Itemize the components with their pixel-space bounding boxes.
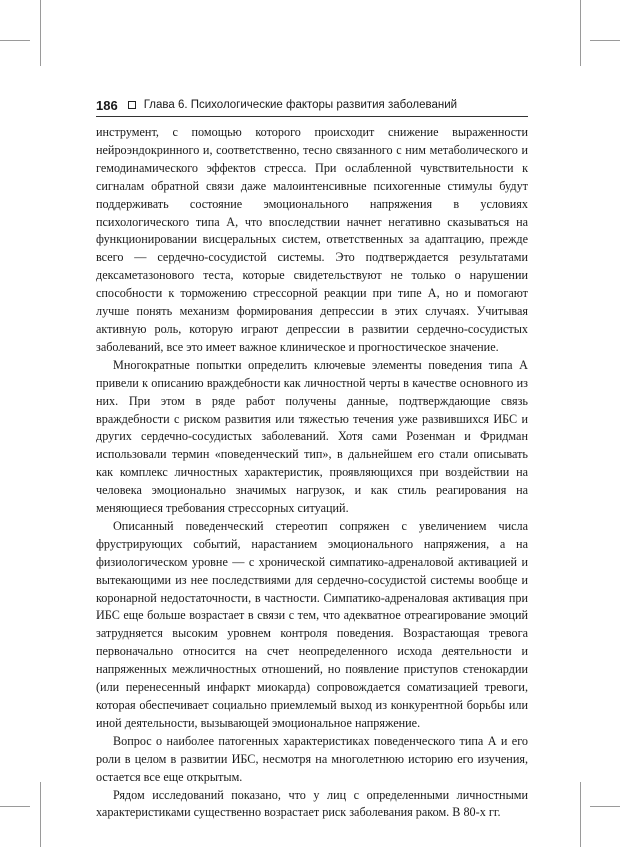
crop-mark	[580, 0, 581, 66]
body-text	[96, 124, 528, 822]
square-bullet-icon	[128, 101, 136, 109]
crop-mark	[40, 782, 41, 847]
paragraph: Описанный поведенческий стереотип сопряжен с увеличением числа фрустрирующих событий, нарастанием эмоционального напряжения, а на физиологическом уровне — с хронической симпатико-адреналовой активацией и вытекающими из нее последствиями для сердечно-сосудистой системы вообще и коронарной недостаточности, в частности. Симпатико-адреналовая активация при ИБС еще больше возрастает в связи с тем, что адекватное отреагирование эмоций затрудняется высоким уровнем контроля поведения. Возрастающая тревога первоначально относится на счет неопределенного исхода деятельности и напряженных межличностных отношений, но появление приступов стенокардии (или перенесенный инфаркт миокарда) сопровождается соматизацией тревоги, которая обеспечивает социально приемлемый выход из конкурентной борьбы или иной деятельности, вызывающей эмоциональное напряжение.	[96, 518, 528, 730]
crop-mark	[580, 782, 581, 847]
paragraph: Рядом исследований показано, что у лиц с определенными личностными характеристиками существенно возрастает риск заболевания раком. В 80-х гг.	[96, 787, 528, 820]
crop-mark	[0, 806, 30, 807]
crop-mark	[590, 40, 620, 41]
paragraph: Многократные попытки определить ключевые элементы поведения типа А привели к описанию враждебности как личностной черты в качестве основного из них. При этом в ряде работ получены данные, подтверждающие связь враждебности с риском развития или тяжестью течения уже развившихся ИБС и других сердечно-сосудистых заболеваний. Хотя сами Розенман и Фридман использовали термин «поведенческий тип», в дальнейшем его стали описывать как комплекс личностных характеристик, проявляющихся при воздействии на человека эмоционально значимых нагрузок, и как стиль реагирования на меняющиеся требования стрессорных ситуаций.	[96, 357, 528, 516]
crop-mark	[40, 0, 41, 66]
header-rule	[96, 116, 528, 117]
crop-mark	[0, 40, 30, 41]
page-number: 186	[96, 97, 118, 113]
chapter-title: Глава 6. Психологические факторы развития заболеваний	[143, 99, 458, 111]
paragraph: Вопрос о наиболее патогенных характеристиках поведенческого типа А и его роли в целом в развитии ИБС, несмотря на многолетнюю историю его изучения, остается все еще открытым.	[96, 733, 528, 784]
running-header	[96, 96, 528, 114]
paragraph: инструмент, с помощью которого происходит снижение выраженности нейроэндокринного и, соответственно, тесно связанного с ним метаболического и гемодинамического эффектов стресса. При ослабленной чувствительности к сигналам обратной связи даже малоинтенсивные психогенные стимулы будут поддерживать состояние эмоционального напряжения в условиях психологического типа А, что впоследствии начнет негативно сказываться на функционировании висцеральных систем, ответственных за адаптацию, прежде всего — сердечно-сосудистой системы. Это подтверждается результатами дексаметазонового теста, которые свидетельствуют не только о нарушении способности к торможению стрессорной реакции при типе А, но и помогают лучше понять механизм формирования депрессии в этих случаях. Учитывая активную роль, которую играют депрессии в развитии сердечно-сосудистых заболеваний, все это имеет важное клиническое и прогностическое значение.	[96, 125, 528, 354]
crop-mark	[590, 806, 620, 807]
